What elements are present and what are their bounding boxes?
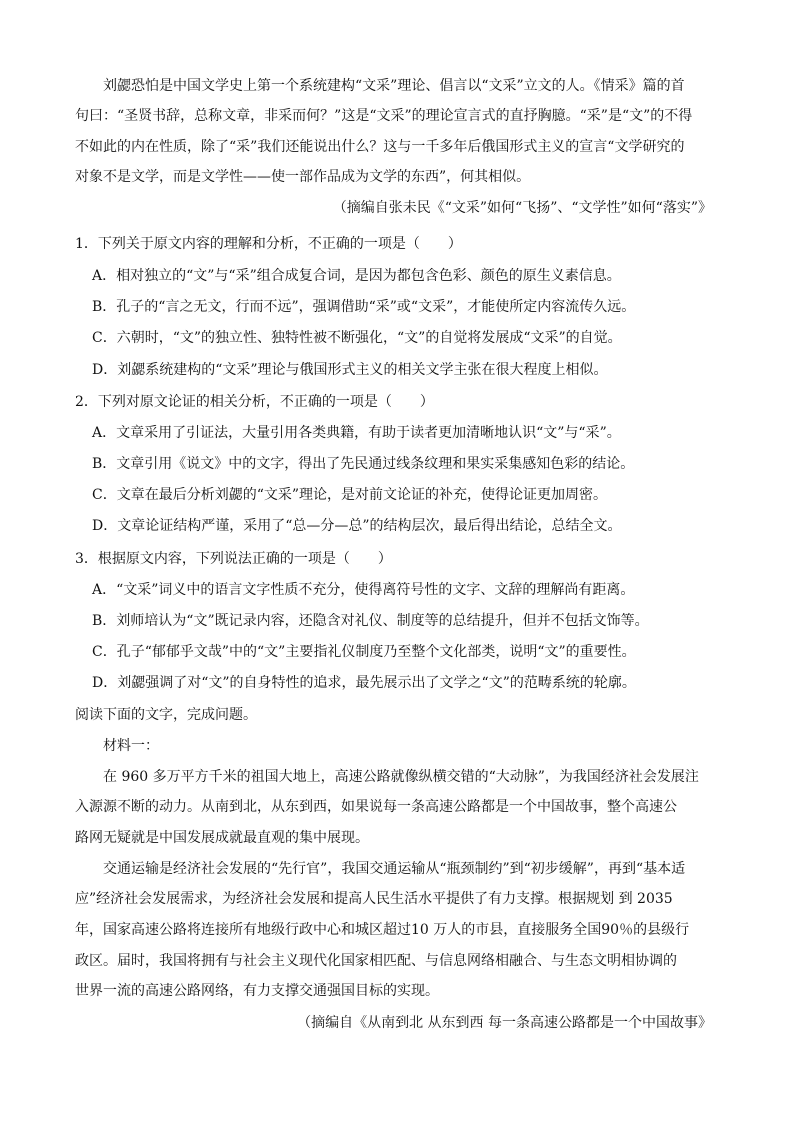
question-3-option-d: D．刘勰强调了对“文”的自身特性的追求，最先展示出了文学之“文”的范畴系统的轮廓。: [92, 675, 636, 691]
passage1-line-2: 句曰：“圣贤书辞，总称文章，非采而何？”这是“文采”的理论宣言式的直抒胸臆。“采”是“文”的不得: [75, 108, 693, 124]
material1-para1-line-3: 路网无疑就是中国发展成就最直观的集中展现。: [75, 830, 369, 846]
question-1-option-d: D．刘勰系统建构的“文采”理论与俄国形式主义的相关文学主张在很大程度上相似。: [92, 362, 608, 378]
reading-instruction: 阅读下面的文字，完成问题。: [75, 707, 257, 723]
material1-para2-line-3: 年，国家高速公路将连接所有地级行政中心和城区超过10 万人的市县，直接服务全国90％的县级行: [75, 922, 690, 938]
material1-para2-line-4: 政区。届时，我国将拥有与社会主义现代化国家相匹配、与信息网络相融合、与生态文明相协调的: [75, 953, 677, 969]
question-1-stem: 1．下列关于原文内容的理解和分析，不正确的一项是（ ）: [75, 236, 462, 252]
question-1-option-b: B．孔子的“言之无文，行而不远”，强调借助“采”或“文采”，才能使所定内容流传久远。: [92, 299, 636, 315]
question-3-option-a: A．“文采”词义中的语言文字性质不充分，使得离符号性的文字、文辞的理解尚有距离。: [92, 582, 635, 598]
question-2-stem: 2．下列对原文论证的相关分析，不正确的一项是（ ）: [75, 394, 434, 410]
question-2-option-a: A．文章采用了引证法，大量引用各类典籍，有助于读者更加清晰地认识“文”与“采”。: [92, 425, 621, 441]
question-2-option-c: C．文章在最后分析刘勰的“文采”理论，是对前文论证的补充，使得论证更加周密。: [92, 487, 608, 503]
question-2-option-b: B．文章引用《说文》中的文字，得出了先民通过线条纹理和果实采集感知色彩的结论。: [92, 456, 635, 472]
question-2-option-d: D．文章论证结构严谨，采用了“总—分—总”的结构层次，最后得出结论，总结全文。: [92, 518, 622, 534]
question-1-option-c: C．六朝时，“文”的独立性、独特性被不断强化，“文”的自觉将发展成“文采”的自觉。: [92, 330, 622, 346]
material1-para2-line-2: 应”经济社会发展需求，为经济社会发展和提高人民生活水平提供了有力支撑。根据规划 到 2035: [75, 891, 673, 907]
passage1-line-3: 不如此的内在性质，除了“采”我们还能说出什么？这与一千多年后俄国形式主义的宣言“文学研究的: [75, 139, 685, 155]
passage1-line-4: 对象不是文学，而是文学性——使一部作品成为文学的东西”，何其相似。: [75, 169, 531, 185]
passage1-line-1: 刘勰恐怕是中国文学史上第一个系统建构“文采”理论、倡言以“文采”立文的人。《情采》篇的首: [103, 78, 685, 94]
material1-heading: 材料一：: [103, 738, 159, 754]
question-3-option-c: C．孔子“郁郁乎文哉”中的“文”主要指礼仪制度乃至整个文化部类，说明“文”的重要性。: [92, 644, 636, 660]
passage1-source: （摘编自张未民《“文采”如何“飞扬”、“文学性”如何“落实”》: [332, 200, 712, 216]
material1-para2-line-5: 世界一流的高速公路网络，有力支撑交通强国目标的实现。: [75, 983, 439, 999]
question-3-option-b: B．刘师培认为“文”既记录内容，还隐含对礼仪、制度等的总结提升，但并不包括文饰等。: [92, 613, 649, 629]
material1-para1-line-2: 入源源不断的动力。从南到北，从东到西，如果说每一条高速公路都是一个中国故事，整个高速公: [75, 799, 677, 815]
material1-source: （摘编自《从南到北 从东到西 每一条高速公路都是一个中国故事》: [297, 1015, 712, 1031]
question-1-option-a: A．相对独立的“文”与“采”组合成复合词，是因为都包含色彩、颜色的原生义素信息。: [92, 268, 621, 284]
material1-para2-line-1: 交通运输是经济社会发展的“先行官”，我国交通运输从“瓶颈制约”到“初步缓解”，再到“基本适: [103, 861, 686, 877]
question-3-stem: 3．根据原文内容，下列说法正确的一项是（ ）: [75, 551, 392, 567]
material1-para1-line-1: 在 960 多万平方千米的祖国大地上，高速公路就像纵横交错的“大动脉”，为我国经济社会发展注: [103, 769, 699, 785]
